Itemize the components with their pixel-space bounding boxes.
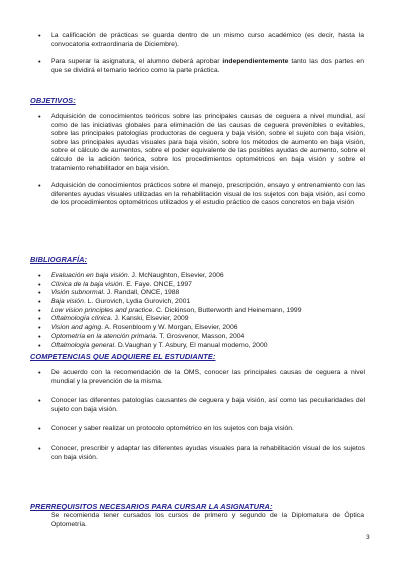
list-item: • Conocer las diferentes patologías causantes de ceguera y baja visión, así como las peculiaridades del sujeto con baja visión. xyxy=(34,397,365,414)
competencias-list xyxy=(34,369,365,473)
list-item: • Oftalmología clínica. J. Kanski, Elsevier, 2009 xyxy=(34,315,364,324)
list-item: • Adquisición de conocimientos teóricos sobre las principales causas de ceguera a nivel mundial, así como de las iniciativas globales para eliminación de las causas de ceguera prevenibles o evitables, sobre las principales patologías productoras de ceguera y baja visión, sobre el sujeto con baja visión, sobre las principales ayudas visuales para baja visión, sobre los métodos de aumento en baja visión, sobre el cálculo de aumentos, sobre el poder equivalente de las posibles ayudas de aumento, sobre el cálculo de la adición teórica, sobre los procedimientos optométricos en baja visión y sobre el tratamiento rehabilitador en baja visión. xyxy=(34,113,365,173)
list-item: • Optometría en la atención primaria. T. Grosvenor, Masson, 2004 xyxy=(34,333,364,342)
list-item: • Oftalmología general. D.Vaughan y T. Asbury, El manual moderno, 2000 xyxy=(34,342,364,351)
list-item: • Conocer, prescribir y adaptar las diferentes ayudas visuales para la rehabilitación visual de los sujetos con baja visión. xyxy=(34,445,365,462)
objetivos-heading: OBJETIVOS: xyxy=(30,96,76,105)
list-item: • Para superar la asignatura, el alumno deberá aprobar independientemente tanto las dos partes en que se dividirá el temario teórico como la parte práctica. xyxy=(34,58,364,75)
list-item: • Adquisición de conocimientos prácticos sobre el manejo, prescripción, ensayo y entrenamiento con las diferentes ayudas visuales utilizadas en la rehabilitación visual de los sujetos con baja visión, así como de los procedimientos optométricos utilizados y el estudio práctico de casos concretos en baja visión xyxy=(34,182,365,208)
bibliografia-heading: BIBLIOGRAFÍA: xyxy=(30,255,88,264)
list-item: • Visión subnormal. J. Randall, ONCE, 1988 xyxy=(34,289,364,298)
list-item: • Low vision principles and practice. C. Dickinson, Butterworth and Heinemann, 1999 xyxy=(34,307,364,316)
competencias-heading: COMPETENCIAS QUE ADQUIERE EL ESTUDIANTE: xyxy=(30,352,216,361)
intro-list xyxy=(34,32,364,84)
list-item: • Clínica de la baja visión. E. Faye. ONCE, 1997 xyxy=(34,281,364,290)
list-item: • De acuerdo con la recomendación de la OMS, conocer las principales causas de ceguera a nivel mundial y la prevención de la misma. xyxy=(34,369,365,386)
prerrequisitos-text: Se recomienda tener cursados los cursos de primero y segundo de la Diplomatura de Óptica Optometría. xyxy=(51,512,364,528)
list-item: • Conocer y saber realizar un protocolo optométrico en los sujetos con baja visión. xyxy=(34,425,365,434)
objetivos-list xyxy=(34,113,365,217)
list-item: • Evaluación en baja visión. J. McNaughton, Elsevier, 2006 xyxy=(34,272,364,281)
bibliografia-list xyxy=(34,272,364,350)
list-item: • Baja visión. L. Gurovich, Lydia Gurovich, 2001 xyxy=(34,298,364,307)
list-item: • Vision and aging. A. Rosenbloom y W. Morgan, Elsevier, 2006 xyxy=(34,324,364,333)
prerrequisitos-heading: PRERREQUISITOS NECESARIOS PARA CURSAR LA ASIGNATURA: xyxy=(30,502,273,511)
page-number: 3 xyxy=(366,534,370,541)
list-item: • La calificación de prácticas se guarda dentro de un mismo curso académico (es decir, hasta la convocatoria extraordinaria de Diciembre). xyxy=(34,32,364,49)
emphasis-text: independientemente xyxy=(222,58,289,66)
